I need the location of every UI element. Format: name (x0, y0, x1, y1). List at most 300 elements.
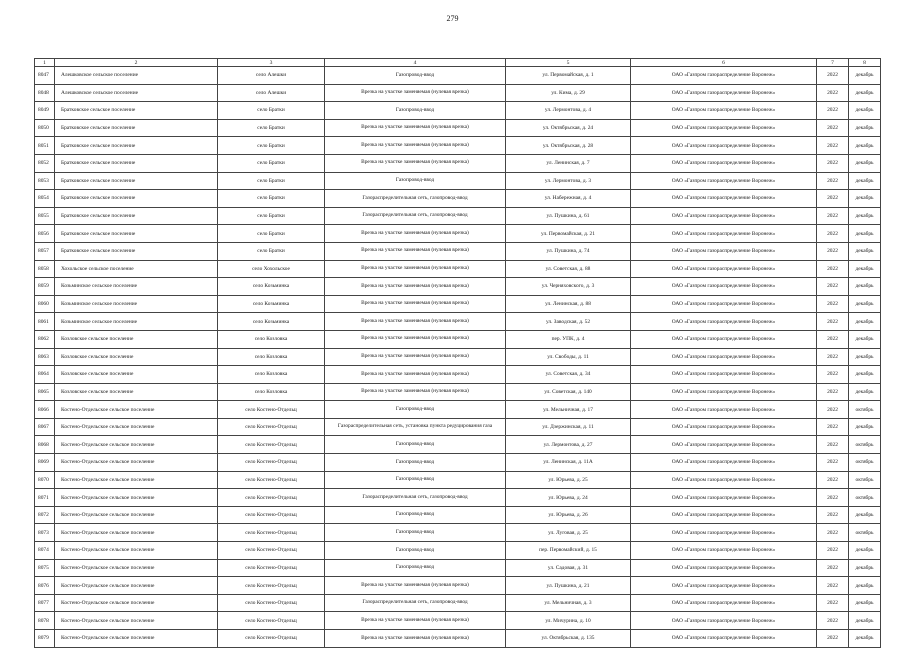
address: ул. Юрьева, д. 26 (506, 506, 631, 524)
row-number: 8068 (35, 436, 55, 454)
object-type: Врезка на участке заменяемая (нулевая врезка) (325, 330, 506, 348)
year: 2022 (817, 348, 849, 366)
settlement-name: Костено-Отдельское сельское поселение (55, 506, 218, 524)
settlement-name: Костено-Отдельское сельское поселение (55, 577, 218, 595)
row-number: 8066 (35, 401, 55, 419)
month: октябрь (849, 401, 881, 419)
year: 2022 (817, 542, 849, 560)
month: декабрь (849, 278, 881, 296)
table-row (35, 84, 881, 102)
year: 2022 (817, 172, 849, 190)
locality-name: село Хохольское (218, 260, 325, 278)
object-type: Врезка на участке заменяемая (нулевая врезка) (325, 225, 506, 243)
row-number: 8061 (35, 313, 55, 331)
address: ул. Кима, д. 29 (506, 84, 631, 102)
table-row (35, 225, 881, 243)
organization: ОАО «Газпром газораспределение Воронеж» (631, 454, 817, 472)
address: ул. Ленинская, д. 11А (506, 454, 631, 472)
month: декабрь (849, 84, 881, 102)
table-row (35, 260, 881, 278)
table-row (35, 172, 881, 190)
table-row (35, 313, 881, 331)
locality-name: село Костено-Отдельц (218, 489, 325, 507)
organization: ОАО «Газпром газораспределение Воронеж» (631, 102, 817, 120)
month: декабрь (849, 612, 881, 630)
address: ул. Первомайская, д. 21 (506, 225, 631, 243)
organization: ОАО «Газпром газораспределение Воронеж» (631, 330, 817, 348)
locality-name: село Костено-Отдельц (218, 436, 325, 454)
row-number: 8058 (35, 260, 55, 278)
settlement-name: Козловское сельское поселение (55, 330, 218, 348)
settlement-name: Братковское сельское поселение (55, 172, 218, 190)
locality-name: село Алешки (218, 67, 325, 85)
settlement-name: Костено-Отдельское сельское поселение (55, 401, 218, 419)
row-number: 8057 (35, 242, 55, 260)
address: ул. Набережная, д. 4 (506, 190, 631, 208)
locality-name: село Костено-Отдельц (218, 542, 325, 560)
object-type: Газораспределительная сеть, газопровод-ввод (325, 190, 506, 208)
data-table (34, 58, 881, 648)
row-number: 8060 (35, 295, 55, 313)
locality-name: село Братки (218, 102, 325, 120)
month: декабрь (849, 559, 881, 577)
object-type: Газораспределительная сеть, установка пункта редуцирования газа (325, 418, 506, 436)
settlement-name: Костено-Отдельское сельское поселение (55, 471, 218, 489)
address: ул. Пушкина, д. 74 (506, 242, 631, 260)
address: ул. Лермонтова, д. 3 (506, 172, 631, 190)
month: декабрь (849, 542, 881, 560)
month: декабрь (849, 366, 881, 384)
object-type: Газопровод-ввод (325, 524, 506, 542)
year: 2022 (817, 225, 849, 243)
row-number: 8055 (35, 207, 55, 225)
organization: ОАО «Газпром газораспределение Воронеж» (631, 154, 817, 172)
row-number: 8072 (35, 506, 55, 524)
object-type: Врезка на участке заменяемая (нулевая врезка) (325, 119, 506, 137)
object-type: Врезка на участке заменяемая (нулевая врезка) (325, 242, 506, 260)
page-number: 279 (446, 14, 459, 23)
locality-name: село Братки (218, 207, 325, 225)
table-row (35, 383, 881, 401)
year: 2022 (817, 366, 849, 384)
address: ул. Ленинская, д. 7 (506, 154, 631, 172)
month: декабрь (849, 594, 881, 612)
locality-name: село Братки (218, 190, 325, 208)
organization: ОАО «Газпром газораспределение Воронеж» (631, 401, 817, 419)
year: 2022 (817, 207, 849, 225)
address: пер. Первомайский, д. 15 (506, 542, 631, 560)
month: октябрь (849, 524, 881, 542)
settlement-name: Козьминское сельское поселение (55, 313, 218, 331)
organization: ОАО «Газпром газораспределение Воронеж» (631, 67, 817, 85)
year: 2022 (817, 154, 849, 172)
table-row (35, 506, 881, 524)
settlement-name: Братковское сельское поселение (55, 207, 218, 225)
table-row (35, 471, 881, 489)
settlement-name: Костено-Отдельское сельское поселение (55, 559, 218, 577)
settlement-name: Братковское сельское поселение (55, 154, 218, 172)
month: декабрь (849, 119, 881, 137)
organization: ОАО «Газпром газораспределение Воронеж» (631, 506, 817, 524)
locality-name: село Козьминка (218, 295, 325, 313)
row-number: 8052 (35, 154, 55, 172)
organization: ОАО «Газпром газораспределение Воронеж» (631, 418, 817, 436)
locality-name: село Алешки (218, 84, 325, 102)
address: ул. Первомайская, д. 1 (506, 67, 631, 85)
locality-name: село Костено-Отдельц (218, 559, 325, 577)
month: декабрь (849, 506, 881, 524)
address: ул. Пушкина, д. 61 (506, 207, 631, 225)
row-number: 8067 (35, 418, 55, 436)
row-number: 8077 (35, 594, 55, 612)
settlement-name: Алешковское сельское поселение (55, 84, 218, 102)
month: октябрь (849, 436, 881, 454)
organization: ОАО «Газпром газораспределение Воронеж» (631, 594, 817, 612)
table-row (35, 102, 881, 120)
address: ул. Октябрьская, д. 24 (506, 119, 631, 137)
month: октябрь (849, 454, 881, 472)
header-cell: 8 (849, 59, 881, 67)
year: 2022 (817, 506, 849, 524)
settlement-name: Костено-Отдельское сельское поселение (55, 454, 218, 472)
month: декабрь (849, 630, 881, 648)
settlement-name: Костено-Отдельское сельское поселение (55, 630, 218, 648)
year: 2022 (817, 190, 849, 208)
year: 2022 (817, 313, 849, 331)
settlement-name: Костено-Отдельское сельское поселение (55, 524, 218, 542)
table-row (35, 137, 881, 155)
address: ул. Юрьева, д. 24 (506, 489, 631, 507)
month: декабрь (849, 102, 881, 120)
organization: ОАО «Газпром газораспределение Воронеж» (631, 383, 817, 401)
row-number: 8047 (35, 67, 55, 85)
locality-name: село Костено-Отдельц (218, 630, 325, 648)
locality-name: село Костено-Отдельц (218, 612, 325, 630)
object-type: Врезка на участке заменяемая (нулевая врезка) (325, 278, 506, 296)
year: 2022 (817, 260, 849, 278)
table-row (35, 295, 881, 313)
object-type: Врезка на участке заменяемая (нулевая врезка) (325, 260, 506, 278)
locality-name: село Козловка (218, 366, 325, 384)
row-number: 8076 (35, 577, 55, 595)
row-number: 8065 (35, 383, 55, 401)
year: 2022 (817, 454, 849, 472)
row-number: 8050 (35, 119, 55, 137)
locality-name: село Братки (218, 225, 325, 243)
address: пер. УПК, д. 4 (506, 330, 631, 348)
locality-name: село Братки (218, 137, 325, 155)
row-number: 8059 (35, 278, 55, 296)
header-cell: 6 (631, 59, 817, 67)
table-row (35, 401, 881, 419)
row-number: 8062 (35, 330, 55, 348)
address: ул. Луговая, д. 25 (506, 524, 631, 542)
year: 2022 (817, 594, 849, 612)
settlement-name: Костено-Отдельское сельское поселение (55, 542, 218, 560)
year: 2022 (817, 401, 849, 419)
settlement-name: Алешковское сельское поселение (55, 67, 218, 85)
address: ул. Заводская, д. 52 (506, 313, 631, 331)
locality-name: село Козьминка (218, 313, 325, 331)
table-body (35, 59, 881, 648)
address: ул. Черняховского, д. 3 (506, 278, 631, 296)
row-number: 8054 (35, 190, 55, 208)
object-type: Врезка на участке заменяемая (нулевая врезка) (325, 84, 506, 102)
organization: ОАО «Газпром газораспределение Воронеж» (631, 190, 817, 208)
table-row (35, 454, 881, 472)
organization: ОАО «Газпром газораспределение Воронеж» (631, 524, 817, 542)
year: 2022 (817, 418, 849, 436)
table-row (35, 154, 881, 172)
table-row (35, 366, 881, 384)
month: декабрь (849, 67, 881, 85)
header-cell: 2 (55, 59, 218, 67)
organization: ОАО «Газпром газораспределение Воронеж» (631, 471, 817, 489)
header-cell: 7 (817, 59, 849, 67)
year: 2022 (817, 278, 849, 296)
object-type: Газопровод-ввод (325, 454, 506, 472)
month: декабрь (849, 418, 881, 436)
settlement-name: Хохольское сельское поселение (55, 260, 218, 278)
locality-name: село Костено-Отдельц (218, 471, 325, 489)
locality-name: село Козловка (218, 348, 325, 366)
table-row (35, 418, 881, 436)
month: октябрь (849, 471, 881, 489)
row-number: 8069 (35, 454, 55, 472)
settlement-name: Козьминское сельское поселение (55, 278, 218, 296)
row-number: 8074 (35, 542, 55, 560)
table-row (35, 190, 881, 208)
row-number: 8063 (35, 348, 55, 366)
year: 2022 (817, 489, 849, 507)
year: 2022 (817, 559, 849, 577)
organization: ОАО «Газпром газораспределение Воронеж» (631, 295, 817, 313)
address: ул. Мельничная, д. 17 (506, 401, 631, 419)
row-number: 8079 (35, 630, 55, 648)
table-row (35, 630, 881, 648)
month: декабрь (849, 383, 881, 401)
month: декабрь (849, 207, 881, 225)
organization: ОАО «Газпром газораспределение Воронеж» (631, 559, 817, 577)
header-cell: 3 (218, 59, 325, 67)
row-number: 8051 (35, 137, 55, 155)
settlement-name: Костено-Отдельское сельское поселение (55, 489, 218, 507)
header-cell: 5 (506, 59, 631, 67)
organization: ОАО «Газпром газораспределение Воронеж» (631, 542, 817, 560)
organization: ОАО «Газпром газораспределение Воронеж» (631, 612, 817, 630)
locality-name: село Козьминка (218, 278, 325, 296)
month: декабрь (849, 577, 881, 595)
table-row (35, 612, 881, 630)
month: декабрь (849, 154, 881, 172)
address: ул. Лермонтова, д. 27 (506, 436, 631, 454)
locality-name: село Костено-Отдельц (218, 418, 325, 436)
object-type: Газопровод-ввод (325, 102, 506, 120)
table-row (35, 559, 881, 577)
table-header-row (35, 59, 881, 67)
address: ул. Свободы, д. 11 (506, 348, 631, 366)
address: ул. Пушкина, д. 21 (506, 577, 631, 595)
locality-name: село Костено-Отдельц (218, 594, 325, 612)
settlement-name: Козловское сельское поселение (55, 383, 218, 401)
address: ул. Советская, д. 88 (506, 260, 631, 278)
year: 2022 (817, 137, 849, 155)
locality-name: село Костено-Отдельц (218, 454, 325, 472)
object-type: Газопровод-ввод (325, 401, 506, 419)
month: октябрь (849, 489, 881, 507)
year: 2022 (817, 84, 849, 102)
header-cell: 1 (35, 59, 55, 67)
address: ул. Советская, д. 140 (506, 383, 631, 401)
object-type: Врезка на участке заменяемая (нулевая врезка) (325, 154, 506, 172)
address: ул. Советская, д. 34 (506, 366, 631, 384)
settlement-name: Козьминское сельское поселение (55, 295, 218, 313)
year: 2022 (817, 612, 849, 630)
month: декабрь (849, 348, 881, 366)
object-type: Газопровод-ввод (325, 172, 506, 190)
object-type: Врезка на участке заменяемая (нулевая врезка) (325, 577, 506, 595)
object-type: Врезка на участке заменяемая (нулевая врезка) (325, 366, 506, 384)
object-type: Газораспределительная сеть, газопровод-ввод (325, 594, 506, 612)
address: ул. Октябрьская, д. 135 (506, 630, 631, 648)
header-cell: 4 (325, 59, 506, 67)
month: декабрь (849, 330, 881, 348)
locality-name: село Костено-Отдельц (218, 401, 325, 419)
table-row (35, 119, 881, 137)
locality-name: село Братки (218, 242, 325, 260)
year: 2022 (817, 330, 849, 348)
object-type: Врезка на участке заменяемая (нулевая врезка) (325, 630, 506, 648)
organization: ОАО «Газпром газораспределение Воронеж» (631, 366, 817, 384)
settlement-name: Братковское сельское поселение (55, 225, 218, 243)
year: 2022 (817, 471, 849, 489)
object-type: Газопровод-ввод (325, 506, 506, 524)
object-type: Газораспределительная сеть, газопровод-ввод (325, 207, 506, 225)
settlement-name: Братковское сельское поселение (55, 102, 218, 120)
month: декабрь (849, 190, 881, 208)
row-number: 8075 (35, 559, 55, 577)
locality-name: село Козловка (218, 330, 325, 348)
table-row (35, 330, 881, 348)
organization: ОАО «Газпром газораспределение Воронеж» (631, 436, 817, 454)
year: 2022 (817, 67, 849, 85)
year: 2022 (817, 102, 849, 120)
address: ул. Ленинская, д. 88 (506, 295, 631, 313)
month: декабрь (849, 313, 881, 331)
settlement-name: Братковское сельское поселение (55, 137, 218, 155)
locality-name: село Костено-Отдельц (218, 524, 325, 542)
object-type: Врезка на участке заменяемая (нулевая врезка) (325, 137, 506, 155)
table-row (35, 348, 881, 366)
year: 2022 (817, 383, 849, 401)
table-row (35, 594, 881, 612)
month: декабрь (849, 260, 881, 278)
table-row (35, 524, 881, 542)
table-row (35, 489, 881, 507)
row-number: 8078 (35, 612, 55, 630)
settlement-name: Братковское сельское поселение (55, 242, 218, 260)
address: ул. Садовая, д. 31 (506, 559, 631, 577)
object-type: Врезка на участке заменяемая (нулевая врезка) (325, 612, 506, 630)
organization: ОАО «Газпром газораспределение Воронеж» (631, 207, 817, 225)
settlement-name: Костено-Отдельское сельское поселение (55, 436, 218, 454)
locality-name: село Братки (218, 172, 325, 190)
organization: ОАО «Газпром газораспределение Воронеж» (631, 313, 817, 331)
table-row (35, 242, 881, 260)
organization: ОАО «Газпром газораспределение Воронеж» (631, 630, 817, 648)
year: 2022 (817, 524, 849, 542)
row-number: 8056 (35, 225, 55, 243)
table-row (35, 278, 881, 296)
locality-name: село Братки (218, 119, 325, 137)
organization: ОАО «Газпром газораспределение Воронеж» (631, 577, 817, 595)
organization: ОАО «Газпром газораспределение Воронеж» (631, 260, 817, 278)
organization: ОАО «Газпром газораспределение Воронеж» (631, 348, 817, 366)
row-number: 8053 (35, 172, 55, 190)
organization: ОАО «Газпром газораспределение Воронеж» (631, 172, 817, 190)
settlement-name: Братковское сельское поселение (55, 190, 218, 208)
settlement-name: Козловское сельское поселение (55, 348, 218, 366)
month: декабрь (849, 137, 881, 155)
object-type: Газопровод-ввод (325, 471, 506, 489)
settlement-name: Костено-Отдельское сельское поселение (55, 612, 218, 630)
address: ул. Дзержинская, д. 11 (506, 418, 631, 436)
month: декабрь (849, 225, 881, 243)
row-number: 8048 (35, 84, 55, 102)
settlement-name: Братковское сельское поселение (55, 119, 218, 137)
organization: ОАО «Газпром газораспределение Воронеж» (631, 84, 817, 102)
organization: ОАО «Газпром газораспределение Воронеж» (631, 119, 817, 137)
year: 2022 (817, 436, 849, 454)
object-type: Врезка на участке заменяемая (нулевая врезка) (325, 313, 506, 331)
year: 2022 (817, 119, 849, 137)
object-type: Газораспределительная сеть, газопровод-ввод (325, 489, 506, 507)
row-number: 8071 (35, 489, 55, 507)
object-type: Газопровод-ввод (325, 436, 506, 454)
object-type: Врезка на участке заменяемая (нулевая врезка) (325, 383, 506, 401)
table-row (35, 542, 881, 560)
month: декабрь (849, 172, 881, 190)
object-type: Газопровод-ввод (325, 67, 506, 85)
address: ул. Октябрьская, д. 28 (506, 137, 631, 155)
organization: ОАО «Газпром газораспределение Воронеж» (631, 225, 817, 243)
year: 2022 (817, 295, 849, 313)
object-type: Газопровод-ввод (325, 542, 506, 560)
month: декабрь (849, 242, 881, 260)
row-number: 8064 (35, 366, 55, 384)
locality-name: село Козловка (218, 383, 325, 401)
row-number: 8070 (35, 471, 55, 489)
address: ул. Лермонтова, д. 4 (506, 102, 631, 120)
month: декабрь (849, 295, 881, 313)
year: 2022 (817, 577, 849, 595)
object-type: Газопровод-ввод (325, 559, 506, 577)
locality-name: село Костено-Отдельц (218, 577, 325, 595)
settlement-name: Козловское сельское поселение (55, 366, 218, 384)
address: ул. Мичурина, д. 10 (506, 612, 631, 630)
object-type: Врезка на участке заменяемая (нулевая врезка) (325, 295, 506, 313)
row-number: 8073 (35, 524, 55, 542)
table-row (35, 207, 881, 225)
locality-name: село Костено-Отдельц (218, 506, 325, 524)
organization: ОАО «Газпром газораспределение Воронеж» (631, 278, 817, 296)
address: ул. Мельничная, д. 3 (506, 594, 631, 612)
object-type: Врезка на участке заменяемая (нулевая врезка) (325, 348, 506, 366)
year: 2022 (817, 242, 849, 260)
organization: ОАО «Газпром газораспределение Воронеж» (631, 242, 817, 260)
address: ул. Юрьева, д. 25 (506, 471, 631, 489)
settlement-name: Костено-Отдельское сельское поселение (55, 594, 218, 612)
